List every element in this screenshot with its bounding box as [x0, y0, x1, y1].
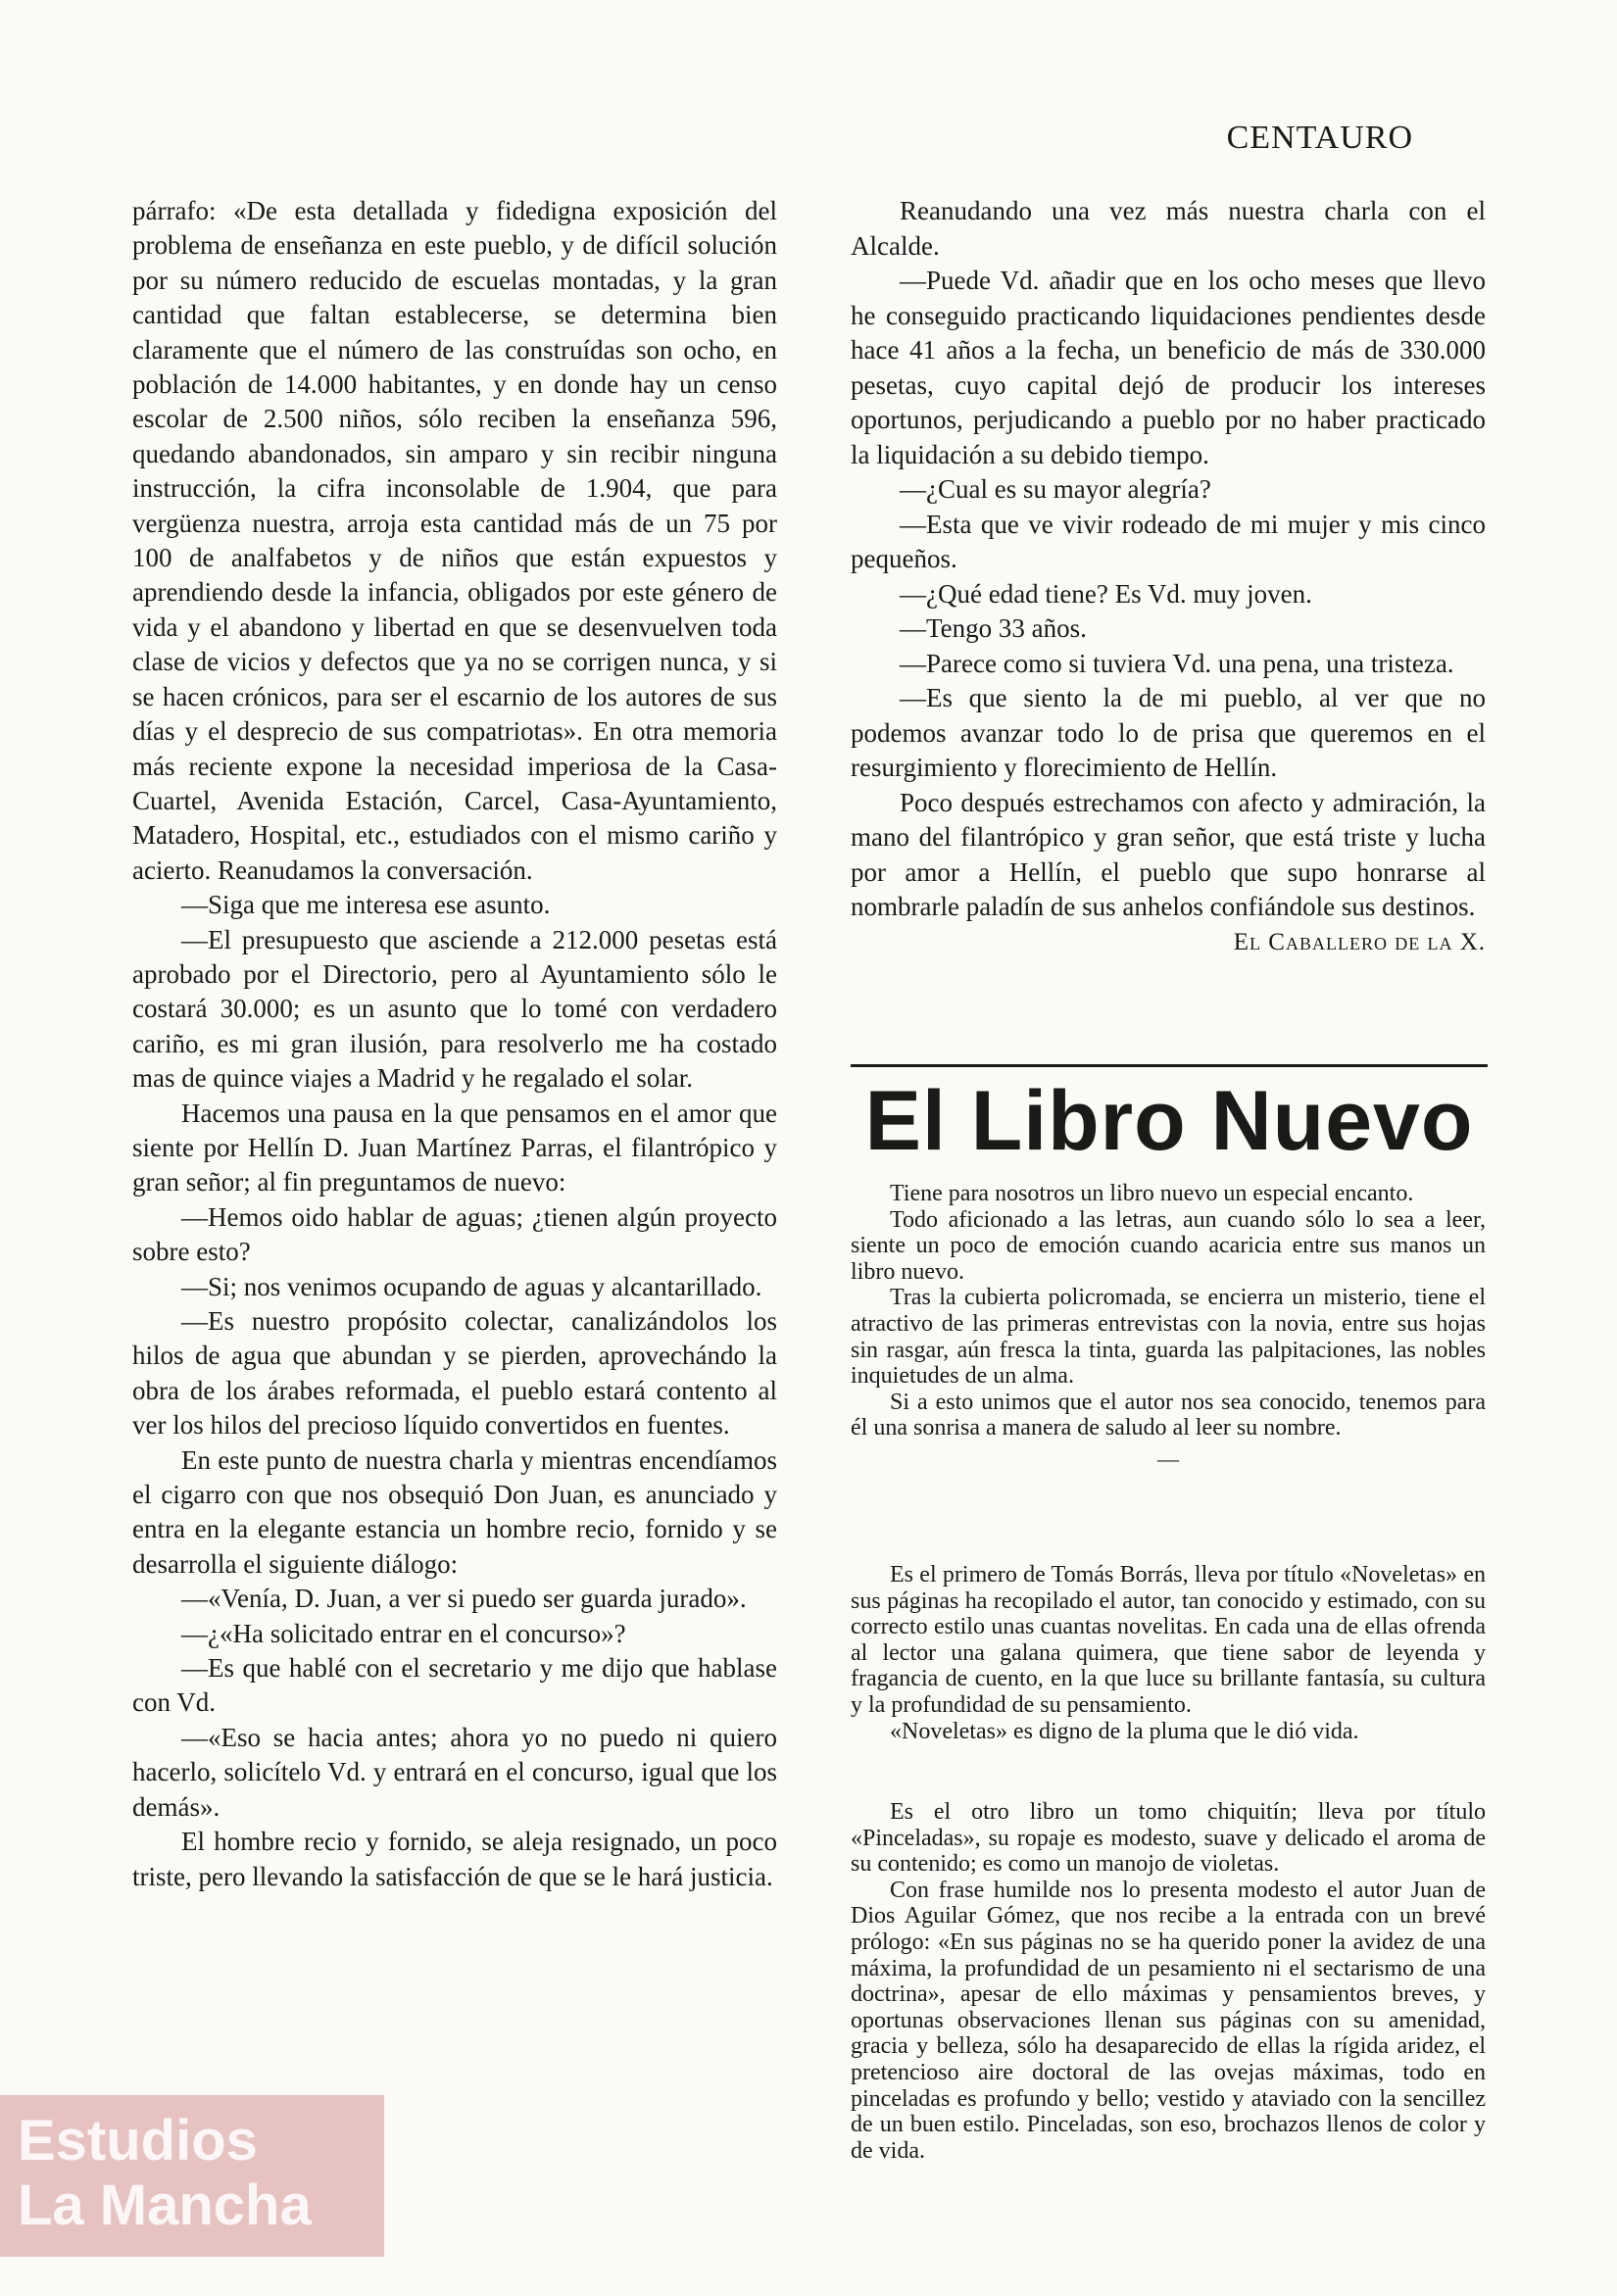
review-paragraph: Es el primero de Tomás Borrás, lleva por título «Noveletas» en sus páginas ha recopilado el autor, tan conocido y estimado, con su correcto estilo unas cuantas novelitas. En cada una de ellas ofrenda al lector una galana quimera, que tiene sabor de leyenda y fragancia de cuento, en la que luce su brillante fantasía, su cultura y la profundidad de su pensamiento. — [851, 1562, 1486, 1718]
review-paragraph: «Noveletas» es digno de la pluma que le dió vida. — [890, 1718, 1359, 1744]
dialogue-line: —«Venía, D. Juan, a ver si puedo ser guarda jurado». — [181, 1584, 747, 1614]
dialogue-line: —Siga que me interesa ese asunto. — [181, 890, 551, 920]
author-signature: El Caballero de la X. — [1233, 928, 1486, 955]
dialogue-line: —¿«Ha solicitado entrar en el concurso»? — [181, 1618, 626, 1648]
article-paragraph: Hacemos una pausa en la que pensamos en el amor que siente por Hellín D. Juan Martínez Parras, el filantrópico y gran señor; al fin preguntamos de nuevo: — [132, 1098, 777, 1197]
right-column — [851, 194, 1486, 956]
page-header-title: CENTAURO — [1226, 120, 1413, 156]
dialogue-line: —Puede Vd. añadir que en los ocho meses que llevo he conseguido practicando liquidaciones pendientes desde hace 41 años a la fecha, un beneficio de más de 330.000 pesetas, cuyo capital dejó de producir los intereses oportunos, perjudicando a pueblo por no haber practicado la liquidación a su debido tiempo. — [851, 266, 1486, 469]
article-paragraph: párrafo: «De esta detallada y fidedigna exposición del problema de enseñanza en este pueblo, y de difícil solución por su número reducido de escuelas montadas, y la gran cantidad que faltan establecerse, se determina bien claramente que el número de las construídas son ocho, en población de 14.000 habitantes, y en donde hay un censo escolar de 2.500 niños, sólo reciben la enseñanza 596, quedando abandonados, sin amparo y sin recibir ninguna instrucción, la cifra inconsolable de 1.904, que para vergüenza nuestra, arroja esta cantidad más de un 75 por 100 de analfabetos y de niños que están expuestos y aprendiendo desde la infancia, obligados por este género de vida y el abandono y libertad en que se desenvuelven toda clase de vicios y defectos que ya no se corrigen nunca, y si se hacen crónicos, para ser el escarnio de los autores de sus días y el desprecio de sus compatriotas». En otra memoria más reciente expone la necesidad imperiosa de la Casa-Cuartel, Avenida Estación, Carcel, Casa-Ayuntamiento, Matadero, Hospital, etc., estudiados con el mismo cariño y acierto. Reanudamos la conversación. — [132, 196, 777, 885]
dialogue-line: —Hemos oido hablar de aguas; ¿tienen algún proyecto sobre esto? — [132, 1201, 777, 1267]
dialogue-line: —Es nuestro propósito colectar, canalizándolos los hilos de agua que abundan y se pierden, aprovechándo la obra de los árabes reformada, el pueblo estará contento al ver los hilos del precioso líquido convertidos en fuentes. — [132, 1306, 777, 1441]
article-paragraph: Reanudando una vez más nuestra charla con el Alcalde. — [851, 196, 1486, 261]
dialogue-line: —Es que siento la de mi pueblo, al ver que no podemos avanzar todo lo de prisa que queremos en el resurgimiento y florecimiento de Hellín. — [851, 683, 1486, 782]
dialogue-line: —Parece como si tuviera Vd. una pena, una tristeza. — [900, 648, 1454, 678]
dialogue-line: —¿Cual es su mayor alegría? — [900, 474, 1211, 504]
review-section-noveletas — [851, 1562, 1486, 1744]
review-paragraph: Es el otro libro un tomo chiquitín; lleva por título «Pinceladas», su ropaje es modesto, suave y delicado el aroma de su contenido; es como un manojo de violetas. — [851, 1799, 1486, 1878]
review-paragraph: Tras la cubierta policromada, se encierra un misterio, tiene el atractivo de las primeras entrevistas con la novia, entre sus hojas sin rasgar, aún fresca la tinta, guarda las palpitaciones, las nobles inquietudes de un alma. — [851, 1285, 1486, 1390]
section-divider — [851, 1064, 1488, 1067]
dialogue-line: —El presupuesto que asciende a 212.000 pesetas está aprobado por el Directorio, pero al Ayuntamiento sólo le costará 30.000; es un asunto que lo tomé con verdadero cariño, es mi gran ilusión, para resolverlo me ha costado mas de quince viajes a Madrid y he regalado el solar. — [132, 924, 777, 1094]
review-paragraph: Con frase humilde nos lo presenta modesto el autor Juan de Dios Aguilar Gómez, que nos recibe a la entrada con un brevé prólogo: «En sus páginas no se ha querido poner la avidez de una máxima, la profundidad de un pesamiento ni el sectarismo de una doctrina», apesar de ello máximas y pensamientos breves, y oportunas observaciones llenan sus páginas con su amenidad, gracia y belleza, sólo ha desaparecido de ellas la rígida aridez, el pretencioso aire doctoral de las ovejas máximas, todo en pinceladas es profundo y bello; vestido y ataviado con la sencillez de un buen estilo. Pinceladas, son eso, brochazos llenos de color y de vida. — [851, 1877, 1486, 2164]
dialogue-line: —Tengo 33 años. — [900, 613, 1087, 643]
paragraph-separator: — — [1157, 1445, 1179, 1471]
review-intro — [851, 1181, 1486, 1477]
watermark-line: Estudios — [18, 2109, 258, 2173]
article-paragraph: El hombre recio y fornido, se aleja resignado, un poco triste, pero llevando la satisfacción de que se le hará justicia. — [132, 1827, 777, 1891]
review-headline: El Libro Nuevo — [864, 1074, 1474, 1168]
article-paragraph: Poco después estrechamos con afecto y admiración, la mano del filantrópico y gran señor, que está triste y lucha por amor a Hellín, el pueblo que supo honrarse al nombrarle paladín de sus anhelos confiándole sus destinos. — [851, 787, 1486, 921]
review-section-pinceladas — [851, 1799, 1486, 2164]
review-paragraph: Tiene para nosotros un libro nuevo un especial encanto. — [890, 1181, 1414, 1206]
dialogue-line: —Si; nos venimos ocupando de aguas y alcantarillado. — [181, 1271, 762, 1301]
dialogue-line: —¿Qué edad tiene? Es Vd. muy joven. — [900, 578, 1312, 609]
watermark-stamp — [0, 2095, 384, 2257]
review-paragraph: Si a esto unimos que el autor nos sea conocido, tenemos para él una sonrisa a manera de saludo al leer su nombre. — [851, 1389, 1486, 1441]
dialogue-line: —Esta que ve vivir rodeado de mi mujer y mis cinco pequeños. — [851, 509, 1486, 573]
dialogue-line: —«Eso se hacia antes; ahora yo no puedo ni quiero hacerlo, solicítelo Vd. y entrará en el concurso, igual que los demás». — [132, 1722, 777, 1822]
review-paragraph: Todo aficionado a las letras, aun cuando sólo lo sea a leer, siente un poco de emoción cuando acaricia entre sus manos un libro nuevo. — [851, 1206, 1486, 1285]
watermark-line: La Mancha — [18, 2174, 312, 2237]
article-paragraph: En este punto de nuestra charla y mientras encendíamos el cigarro con que nos obsequió Don Juan, es anunciado y entra en la elegante estancia un hombre recio, fornido y se desarrolla el siguiente diálogo: — [132, 1444, 777, 1579]
left-column — [132, 194, 777, 1894]
dialogue-line: —Es que hablé con el secretario y me dijo que hablase con Vd. — [132, 1653, 777, 1718]
